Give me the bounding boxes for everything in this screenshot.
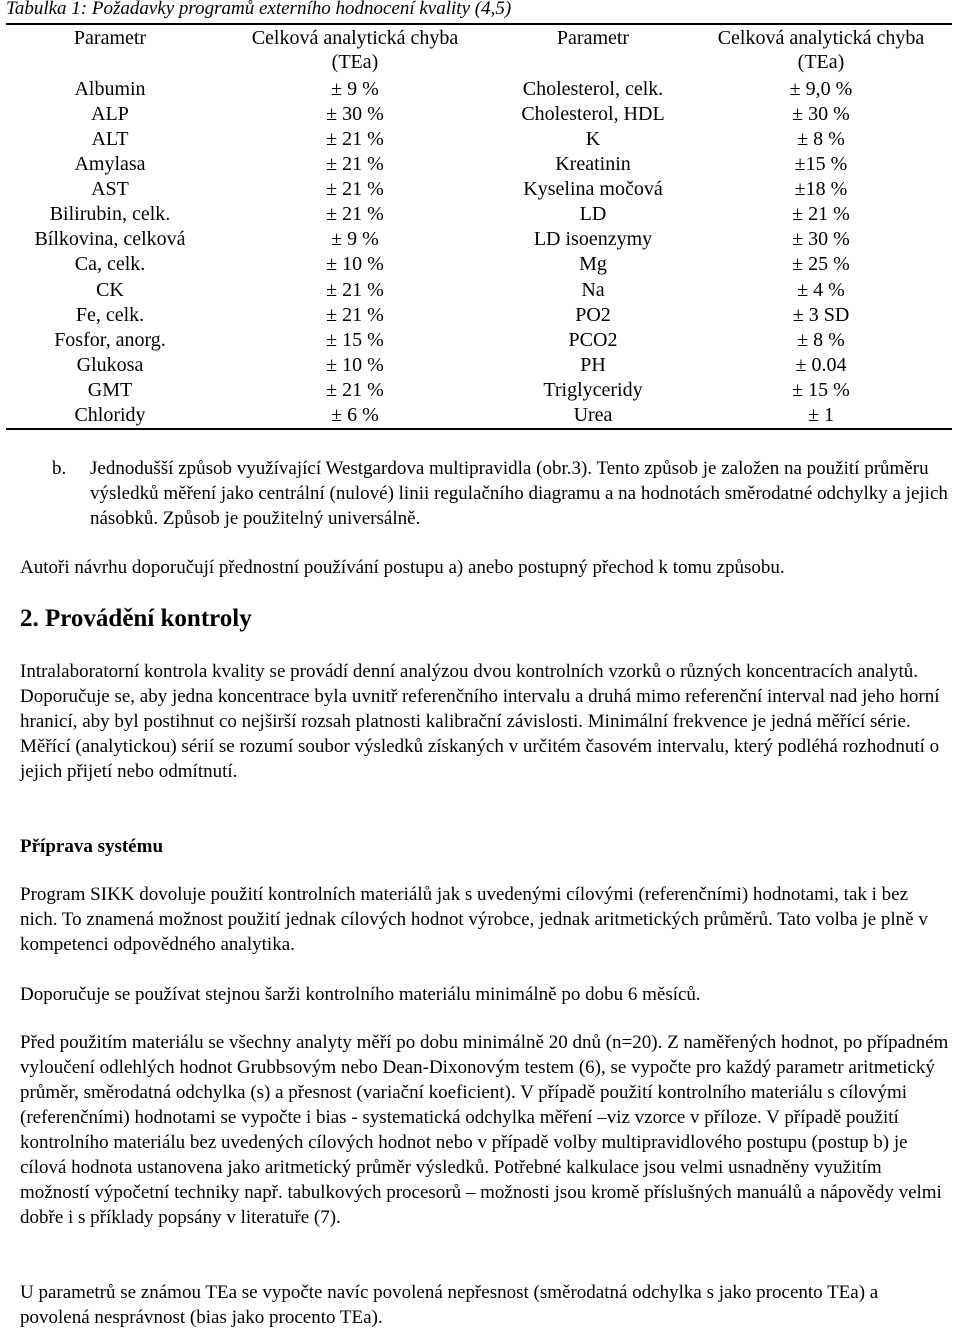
cell-parameter: Bilirubin, celk. — [49, 203, 171, 226]
cell-tea: ± 21 % — [326, 128, 384, 151]
cell-tea: ± 30 % — [326, 103, 384, 126]
table-row — [0, 378, 960, 403]
cell-parameter: PH — [580, 353, 606, 376]
cell-tea: ± 3 SD — [792, 303, 850, 326]
header-line: Celková analytická chyba — [251, 27, 459, 49]
subheading: Příprava systému — [20, 836, 164, 857]
table-row — [0, 152, 960, 177]
header-line: Parametr — [556, 27, 630, 49]
table-top-rule — [6, 23, 952, 25]
paragraph-before-use: Před použitím materiálu se všechny analyty měří po dobu minimálně 20 dnů (n=20). Z naměřených hodnot, po případném vyloučení odlehlých hodnot Grubbsovým nebo Dean-Dixonovým testem (6), se vypočte pro každý parametr aritmetický průměr, směrodatná odchylka (s) a přesnost (variační koeficient). V případě použití kontrolního materiálu s cílovými (referenčními) hodnotami se vypočte i bias - systematická odchylka měření –viz vzorce v příloze. V případě použití kontrolního materiálu bez uvedených cílových hodnot nebo v případě volby multipravidlového postupu (postup b) je cílová hodnota ustanovena jako aritmetický průměr výsledků. Potřebné kalkulace jsou velmi usnadněny využitím možností výpočetní techniky např. tabulkových procesorů – možnosti jsou kromě příslušných manuálů a nápovědy velmi dobře i s příklady popsány v literatuře (7). — [20, 1032, 949, 1228]
cell-parameter: GMT — [87, 378, 133, 401]
cell-tea: ±18 % — [794, 178, 848, 201]
cell-tea: ± 21 % — [326, 178, 384, 201]
list-item-text: Jednodušší způsob využívající Westgardova multipravidla (obr.3). Tento způsob je založen na použití průměru výsledků měření jako centrální (nulové) linii regulačního diagramu a na hodnotách směrodatné odchylky a jejich násobků. Způsob je použitelný universálně. — [90, 458, 948, 529]
header-line: (TEa) — [797, 51, 845, 73]
cell-parameter: Mg — [579, 253, 607, 276]
cell-parameter: Kreatinin — [555, 153, 631, 176]
list-item-b — [20, 456, 950, 531]
cell-parameter: LD isoenzymy — [533, 228, 653, 251]
cell-parameter: LD — [579, 203, 607, 226]
cell-parameter: AST — [91, 178, 129, 201]
table-row — [0, 77, 960, 102]
cell-parameter: Fosfor, anorg. — [54, 328, 166, 351]
cell-tea: ± 30 % — [792, 103, 850, 126]
cell-tea: ± 21 % — [326, 278, 384, 301]
section-heading: 2. Provádění kontroly — [20, 605, 252, 632]
cell-parameter: Triglyceridy — [543, 378, 643, 401]
cell-tea: ± 4 % — [797, 278, 845, 301]
cell-tea: ± 21 % — [326, 303, 384, 326]
list-marker: b. — [52, 458, 67, 479]
table-row — [0, 403, 960, 428]
paragraph-intralab: Intralaboratorní kontrola kvality se provádí denní analýzou dvou kontrolních vzorků o různých koncentracích analytů. Doporučuje se, aby jedna koncentrace byla uvnitř referenčního intervalu a druhá mimo referenční interval nad jeho horní hranicí, aby byl postihnut co nejširší rozsah platnosti kalibrační závislosti. Minimální frekvence je jedná měřící série. Měřící (analytickou) sérií se rozumí soubor výsledků získaných v určitém časovém intervalu, který podléhá rozhodnutí o jejich přijetí nebo odmítnutí. — [20, 661, 940, 782]
paragraph-sikk: Program SIKK dovoluje použití kontrolních materiálů jak s uvedenými cílovými (referenčními) hodnotami, tak i bez nich. To znamená možnost použití jednak cílových hodnot výrobce, jednak aritmetických průměrů. Tato volba je plně v kompetenci odpovědného analytika. — [20, 884, 928, 955]
table-row — [0, 127, 960, 152]
header-line: (TEa) — [331, 51, 379, 73]
cell-tea: ± 8 % — [797, 128, 845, 151]
header-line: Parametr — [73, 27, 147, 49]
paragraph-authors: Autoři návrhu doporučují přednostní používání postupu a) anebo postupný přechod k tomu způsobu. — [20, 557, 785, 578]
cell-parameter: Cholesterol, celk. — [522, 78, 664, 100]
cell-parameter: Cholesterol, HDL — [521, 103, 665, 126]
table-row — [0, 227, 960, 252]
cell-parameter: Urea — [573, 403, 613, 426]
cell-tea: ± 21 % — [326, 153, 384, 176]
cell-tea: ± 30 % — [792, 228, 850, 251]
cell-tea: ± 1 — [808, 403, 834, 426]
cell-tea: ± 8 % — [797, 328, 845, 351]
table-row — [0, 177, 960, 202]
table-row — [0, 202, 960, 227]
cell-tea: ± 9,0 % — [789, 78, 853, 100]
cell-tea: ± 15 % — [326, 328, 384, 351]
table-row — [0, 278, 960, 303]
cell-parameter: Glukosa — [76, 353, 144, 376]
cell-tea: ±15 % — [794, 153, 848, 176]
cell-parameter: Amylasa — [74, 153, 146, 176]
cell-tea: ± 21 % — [326, 378, 384, 401]
cell-tea: ± 10 % — [326, 353, 384, 376]
cell-parameter: Bílkovina, celková — [34, 228, 186, 251]
table-bottom-rule — [6, 428, 952, 430]
header-parametr-2 — [488, 26, 698, 50]
cell-tea: ± 6 % — [331, 403, 379, 426]
cell-parameter: K — [585, 128, 601, 151]
table-caption: Tabulka 1: Požadavky programů externího hodnocení kvality (4,5) — [6, 0, 512, 19]
table-row — [0, 102, 960, 127]
cell-tea: ± 10 % — [326, 253, 384, 276]
paragraph-tea: U parametrů se známou TEa se vypočte navíc povolená nepřesnost (směrodatná odchylka s jako procento TEa) a povolená nesprávnost (bias jako procento TEa). — [20, 1282, 879, 1328]
requirements-table — [0, 77, 960, 428]
cell-tea: ± 9 % — [331, 78, 379, 100]
header-parametr-1 — [18, 26, 202, 50]
cell-tea: ± 21 % — [326, 203, 384, 226]
header-tea-1 — [240, 26, 470, 74]
cell-parameter: Kyselina močová — [523, 178, 663, 201]
cell-parameter: PCO2 — [568, 328, 618, 351]
cell-parameter: ALT — [91, 128, 129, 151]
table-row — [0, 252, 960, 277]
cell-tea: ± 21 % — [792, 203, 850, 226]
header-line: Celková analytická chyba — [717, 27, 925, 49]
cell-parameter: Na — [581, 278, 605, 301]
cell-tea: ± 15 % — [792, 378, 850, 401]
table-row — [0, 303, 960, 328]
cell-parameter: Fe, celk. — [75, 303, 145, 326]
table-row — [0, 353, 960, 378]
cell-tea: ± 0.04 — [795, 353, 847, 376]
cell-parameter: ALP — [91, 103, 129, 126]
cell-parameter: Albumin — [74, 78, 146, 100]
cell-parameter: Chloridy — [74, 403, 146, 426]
header-tea-2 — [706, 26, 936, 74]
paragraph-same-batch: Doporučuje se používat stejnou šarži kontrolního materiálu minimálně po dobu 6 měsíců. — [20, 984, 701, 1005]
cell-parameter: Ca, celk. — [74, 253, 146, 276]
cell-tea: ± 9 % — [331, 228, 379, 251]
cell-parameter: PO2 — [575, 303, 611, 326]
cell-parameter: CK — [96, 278, 124, 301]
cell-tea: ± 25 % — [792, 253, 850, 276]
table-row — [0, 328, 960, 353]
